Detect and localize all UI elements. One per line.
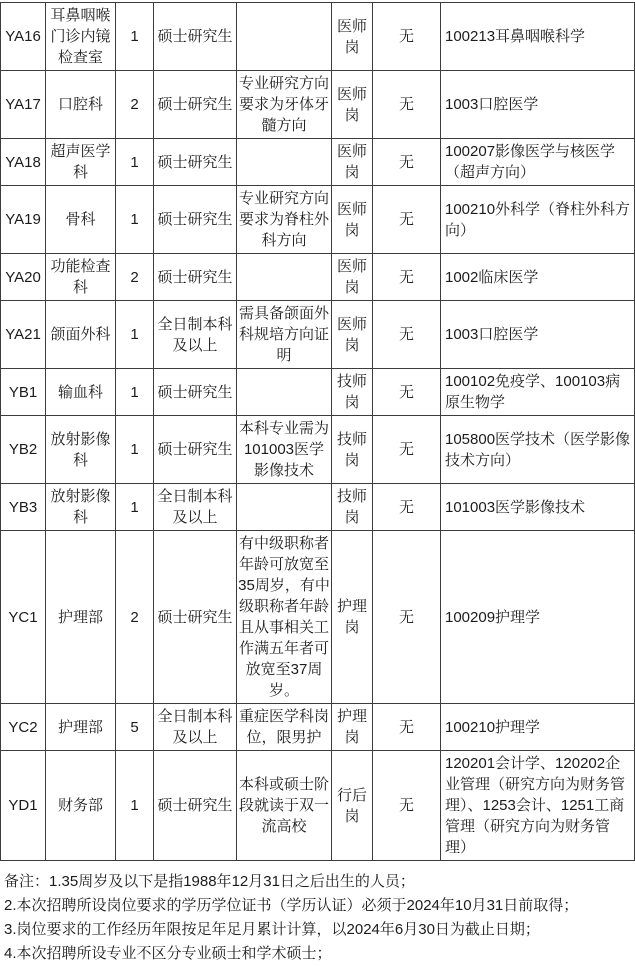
- cell-code: YB1: [1, 369, 46, 416]
- cell-code: YA19: [1, 186, 46, 254]
- cell-requirement: [237, 3, 332, 71]
- cell-education: 硕士研究生: [154, 139, 237, 186]
- cell-majors: 100207影像医学与核医学（超声方向）: [441, 139, 635, 186]
- table-row: [1, 531, 635, 704]
- cell-post-type: 技师岗: [332, 369, 373, 416]
- cell-majors: 1003口腔医学: [441, 71, 635, 139]
- cell-count: 1: [116, 186, 154, 254]
- cell-education: 硕士研究生: [154, 3, 237, 71]
- cell-count: 1: [116, 484, 154, 531]
- cell-code: YA16: [1, 3, 46, 71]
- cell-code: YA18: [1, 139, 46, 186]
- recruitment-positions-table: [0, 2, 635, 861]
- note-line: 2.本次招聘所设岗位要求的学历学位证书（学历认证）必须于2024年10月31日前取得；: [4, 897, 579, 914]
- remarks-section: [4, 870, 635, 966]
- cell-post-type: 行后岗: [332, 751, 373, 861]
- table-row: [1, 3, 635, 71]
- cell-department: 护理部: [46, 704, 116, 751]
- cell-requirement: 有中级职称者年龄可放宽至35周岁，有中级职称者年龄且从事相关工作满五年者可放宽至37周岁。: [237, 531, 332, 704]
- cell-count: 5: [116, 704, 154, 751]
- cell-department: 超声医学科: [46, 139, 116, 186]
- cell-count: 1: [116, 3, 154, 71]
- cell-majors: 105800医学技术（医学影像技术方向）: [441, 416, 635, 484]
- cell-department: 放射影像科: [46, 416, 116, 484]
- cell-post-type: 医师岗: [332, 301, 373, 369]
- cell-requirement: [237, 369, 332, 416]
- cell-department: 护理部: [46, 531, 116, 704]
- cell-majors: 100102免疫学、100103病原生物学: [441, 369, 635, 416]
- cell-education: 硕士研究生: [154, 751, 237, 861]
- table-row: [1, 139, 635, 186]
- note-line: 3.岗位要求的工作经历年限按足年足月累计计算，以2024年6月30日为截止日期；: [4, 921, 540, 938]
- cell-requirement: 本科或硕士阶段就读于双一流高校: [237, 751, 332, 861]
- cell-majors: 120201会计学、120202企业管理（研究方向为财务管理）、1253会计、1251工商管理（研究方向为财务管理）: [441, 751, 635, 861]
- cell-department: 放射影像科: [46, 484, 116, 531]
- cell-majors: 100213耳鼻咽喉科学: [441, 3, 635, 71]
- cell-requirement: [237, 484, 332, 531]
- cell-other: 无: [373, 484, 441, 531]
- cell-department: 颌面外科: [46, 301, 116, 369]
- cell-post-type: 医师岗: [332, 71, 373, 139]
- cell-code: YC1: [1, 531, 46, 704]
- cell-education: 硕士研究生: [154, 254, 237, 301]
- cell-education: 硕士研究生: [154, 369, 237, 416]
- cell-post-type: 护理岗: [332, 704, 373, 751]
- cell-other: 无: [373, 751, 441, 861]
- cell-requirement: [237, 139, 332, 186]
- cell-education: 全日制本科及以上: [154, 484, 237, 531]
- cell-requirement: [237, 254, 332, 301]
- table-row: [1, 416, 635, 484]
- cell-majors: 1003口腔医学: [441, 301, 635, 369]
- cell-post-type: 护理岗: [332, 531, 373, 704]
- cell-other: 无: [373, 704, 441, 751]
- cell-count: 1: [116, 301, 154, 369]
- cell-education: 全日制本科及以上: [154, 301, 237, 369]
- cell-education: 全日制本科及以上: [154, 704, 237, 751]
- cell-post-type: 技师岗: [332, 484, 373, 531]
- cell-department: 财务部: [46, 751, 116, 861]
- table-row: [1, 751, 635, 861]
- cell-department: 输血科: [46, 369, 116, 416]
- cell-department: 骨科: [46, 186, 116, 254]
- cell-code: YA20: [1, 254, 46, 301]
- cell-other: 无: [373, 3, 441, 71]
- cell-post-type: 医师岗: [332, 139, 373, 186]
- cell-majors: 1002临床医学: [441, 254, 635, 301]
- cell-other: 无: [373, 139, 441, 186]
- cell-education: 硕士研究生: [154, 531, 237, 704]
- cell-other: 无: [373, 531, 441, 704]
- cell-code: YD1: [1, 751, 46, 861]
- cell-code: YA21: [1, 301, 46, 369]
- cell-post-type: 医师岗: [332, 254, 373, 301]
- cell-post-type: 医师岗: [332, 3, 373, 71]
- cell-other: 无: [373, 369, 441, 416]
- cell-education: 硕士研究生: [154, 186, 237, 254]
- cell-department: 耳鼻咽喉门诊内镜检查室: [46, 3, 116, 71]
- table-row: [1, 71, 635, 139]
- cell-other: 无: [373, 301, 441, 369]
- cell-code: YB2: [1, 416, 46, 484]
- cell-department: 口腔科: [46, 71, 116, 139]
- cell-other: 无: [373, 254, 441, 301]
- cell-majors: 100210护理学: [441, 704, 635, 751]
- cell-other: 无: [373, 71, 441, 139]
- cell-count: 1: [116, 369, 154, 416]
- cell-majors: 100210外科学（脊柱外科方向）: [441, 186, 635, 254]
- cell-department: 功能检查科: [46, 254, 116, 301]
- cell-code: YA17: [1, 71, 46, 139]
- cell-requirement: 专业研究方向要求为牙体牙髓方向: [237, 71, 332, 139]
- cell-count: 2: [116, 531, 154, 704]
- cell-other: 无: [373, 186, 441, 254]
- cell-code: YB3: [1, 484, 46, 531]
- cell-post-type: 技师岗: [332, 416, 373, 484]
- table-row: [1, 484, 635, 531]
- cell-requirement: 专业研究方向要求为脊柱外科方向: [237, 186, 332, 254]
- cell-requirement: 需具备颌面外科规培方向证明: [237, 301, 332, 369]
- cell-education: 硕士研究生: [154, 416, 237, 484]
- cell-education: 硕士研究生: [154, 71, 237, 139]
- cell-count: 2: [116, 254, 154, 301]
- cell-count: 2: [116, 71, 154, 139]
- table-row: [1, 301, 635, 369]
- cell-requirement: 重症医学科岗位，限男护: [237, 704, 332, 751]
- cell-post-type: 医师岗: [332, 186, 373, 254]
- cell-count: 1: [116, 751, 154, 861]
- cell-code: YC2: [1, 704, 46, 751]
- cell-majors: 100209护理学: [441, 531, 635, 704]
- table-row: [1, 254, 635, 301]
- cell-other: 无: [373, 416, 441, 484]
- cell-majors: 101003医学影像技术: [441, 484, 635, 531]
- cell-count: 1: [116, 139, 154, 186]
- note-line: 备注：1.35周岁及以下是指1988年12月31日之后出生的人员；: [4, 873, 415, 890]
- cell-requirement: 本科专业需为101003医学影像技术: [237, 416, 332, 484]
- table-row: [1, 369, 635, 416]
- table-row: [1, 704, 635, 751]
- table-row: [1, 186, 635, 254]
- note-line: 4.本次招聘所设专业不区分专业硕士和学术硕士；: [4, 945, 332, 962]
- cell-count: 1: [116, 416, 154, 484]
